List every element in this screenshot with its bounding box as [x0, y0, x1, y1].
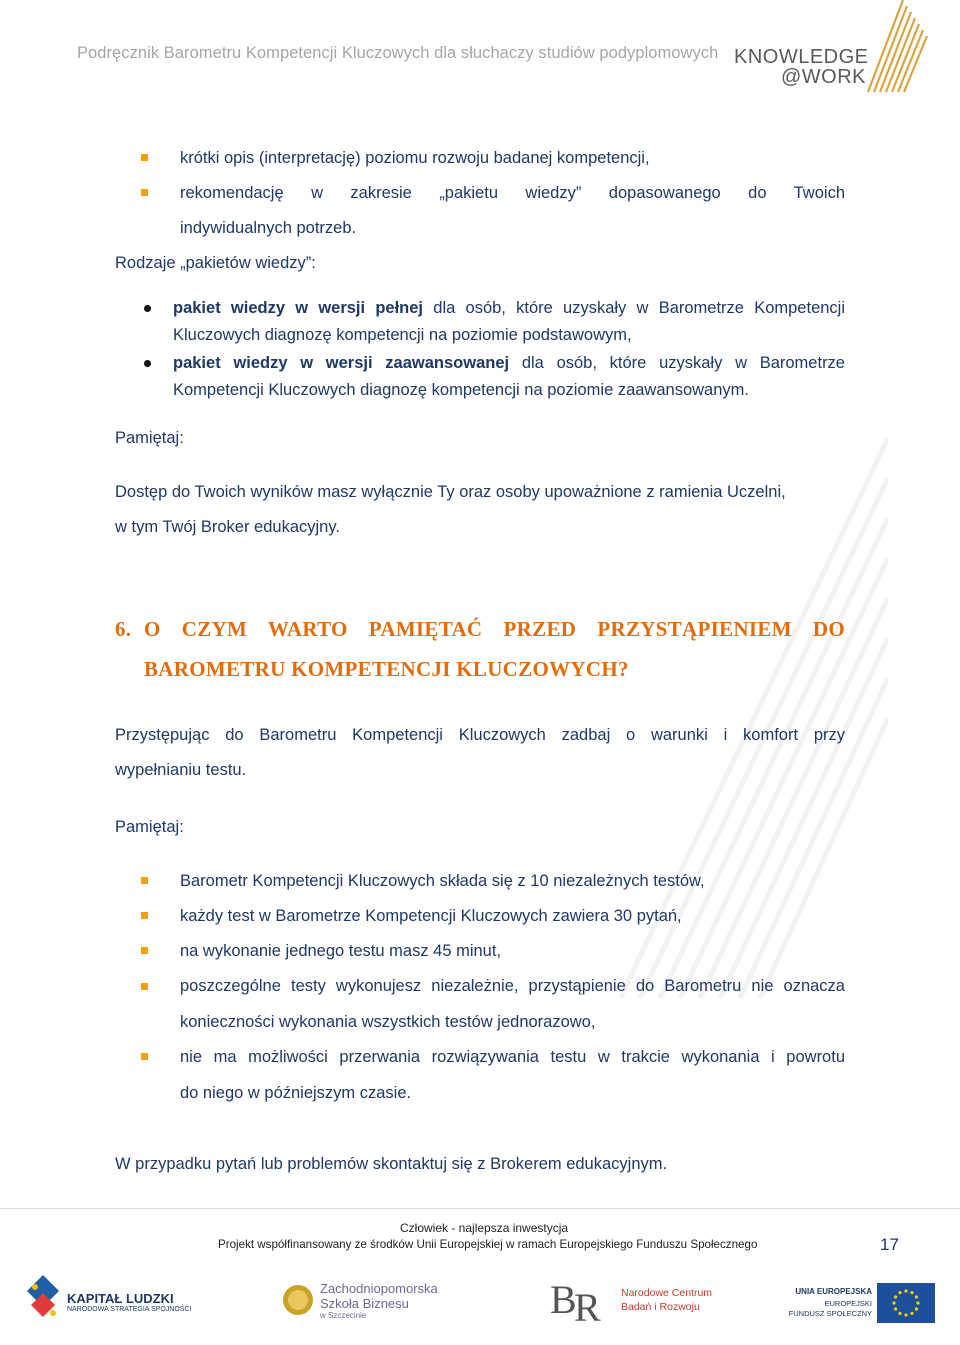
eu-flag-icon: [877, 1283, 935, 1323]
zsb-title-3: w Szczecinie: [320, 1311, 367, 1320]
section-number: 6.: [115, 617, 132, 641]
kapital-ludzki-title: KAPITAŁ LUDZKI: [67, 1291, 174, 1306]
remember-label-1: Pamiętaj:: [115, 429, 184, 447]
bullet-square-icon: [141, 877, 148, 884]
bullet-square-icon: [141, 189, 148, 196]
zsb-logo-icon: [281, 1283, 315, 1317]
footer-divider: [0, 1208, 960, 1209]
bullet-square-icon: [141, 983, 148, 990]
remember-bullet-4: poszczególne testy wykonujesz niezależnie, przystąpienie do Barometru nie oznacza: [180, 977, 845, 995]
ncbr-title-2: Badań i Rozwoju: [621, 1301, 700, 1313]
intro-bullet-2-cont: indywidualnych potrzeb.: [180, 219, 357, 237]
ncbr-logo-icon: [548, 1273, 612, 1333]
package-item-1-line2: Kluczowych diagnozę kompetencji na poziomie podstawowym,: [173, 326, 632, 344]
packages-heading: Rodzaje „pakietów wiedzy”:: [115, 254, 316, 272]
closing-sentence: W przypadku pytań lub problemów skontaktuj się z Brokerem edukacyjnym.: [115, 1155, 668, 1173]
running-header: Podręcznik Barometru Kompetencji Kluczowych dla słuchaczy studiów podyplomowych: [77, 44, 719, 62]
logo-text-knowledge: KNOWLEDGE: [734, 46, 869, 68]
bullet-square-icon: [141, 947, 148, 954]
kapital-ludzki-subtitle: NARODOWA STRATEGIA SPÓJNOŚCI: [67, 1306, 192, 1313]
remember-bullet-3: na wykonanie jednego testu masz 45 minut,: [180, 942, 502, 960]
eu-title-3: FUNDUSZ SPOŁECZNY: [788, 1309, 872, 1318]
remember-1-line1: Dostęp do Twoich wyników masz wyłącznie Ty oraz osoby upoważnione z ramienia Uczelni,: [115, 483, 786, 501]
footer-line-2: Projekt współfinansowany ze środków Unii Europejskiej w ramach Europejskiego Funduszu Społecznego: [218, 1238, 758, 1251]
remember-1-line2: w tym Twój Broker edukacyjny.: [115, 518, 340, 536]
remember-bullet-5-cont: do niego w późniejszym czasie.: [180, 1084, 412, 1102]
svg-text:R: R: [574, 1285, 601, 1330]
remember-bullet-1: Barometr Kompetencji Kluczowych składa się z 10 niezależnych testów,: [180, 872, 705, 890]
section-paragraph-line2: wypełnianiu testu.: [115, 761, 247, 779]
eu-title-1: UNIA EUROPEJSKA: [795, 1287, 872, 1296]
intro-bullet-2: rekomendację w zakresie „pakietu wiedzy” dopasowanego do Twoich: [180, 184, 845, 202]
ncbr-title-1: Narodowe Centrum: [621, 1287, 713, 1299]
decorative-stripes: [620, 438, 888, 1198]
section-title-line1: O CZYM WARTO PAMIĘTAĆ PRZED PRZYSTĄPIENIEM DO: [144, 617, 845, 641]
kapital-ludzki-logo-icon: [25, 1273, 61, 1325]
eu-title-2: EUROPEJSKI: [824, 1299, 872, 1308]
package-item-1-bold: pakiet wiedzy w wersji pełnej: [173, 299, 424, 317]
remember-bullet-2: każdy test w Barometrze Kompetencji Kluczowych zawiera 30 pytań,: [180, 907, 682, 925]
bullet-dot-icon: [144, 360, 151, 367]
remember-label-2: Pamiętaj:: [115, 818, 184, 836]
bullet-square-icon: [141, 1053, 148, 1060]
remember-bullet-4-cont: konieczności wykonania wszystkich testów jednorazowo,: [180, 1013, 596, 1031]
zsb-title-2: Szkoła Biznesu: [320, 1296, 409, 1311]
bullet-square-icon: [141, 154, 148, 161]
package-item-2-rest: dla osób, które uzyskały w Barometrze: [509, 354, 845, 372]
remember-bullet-5: nie ma możliwości przerwania rozwiązywania testu w trakcie wykonania i powrotu: [180, 1048, 845, 1066]
package-item-2-line2: Kompetencji Kluczowych diagnozę kompetencji na poziomie zaawansowanym.: [173, 381, 749, 399]
package-item-2-bold: pakiet wiedzy w wersji zaawansowanej: [173, 354, 510, 372]
package-item-1-rest: dla osób, które uzyskały w Barometrze Kompetencji: [423, 299, 846, 317]
section-title-line2: BAROMETRU KOMPETENCJI KLUCZOWYCH?: [144, 657, 629, 681]
intro-bullet-1: krótki opis (interpretację) poziomu rozwoju badanej kompetencji,: [180, 149, 650, 167]
logo-text-at-work: @WORK: [781, 66, 867, 88]
footer-line-1: Człowiek - najlepsza inwestycja: [400, 1221, 569, 1235]
bullet-square-icon: [141, 912, 148, 919]
svg-text:B: B: [550, 1277, 577, 1322]
zsb-title-1: Zachodniopomorska: [320, 1281, 438, 1296]
section-paragraph-line1: Przystępując do Barometru Kompetencji Kluczowych zadbaj o warunki i komfort przy: [115, 726, 845, 744]
page-number: 17: [880, 1235, 899, 1254]
bullet-dot-icon: [144, 305, 151, 312]
